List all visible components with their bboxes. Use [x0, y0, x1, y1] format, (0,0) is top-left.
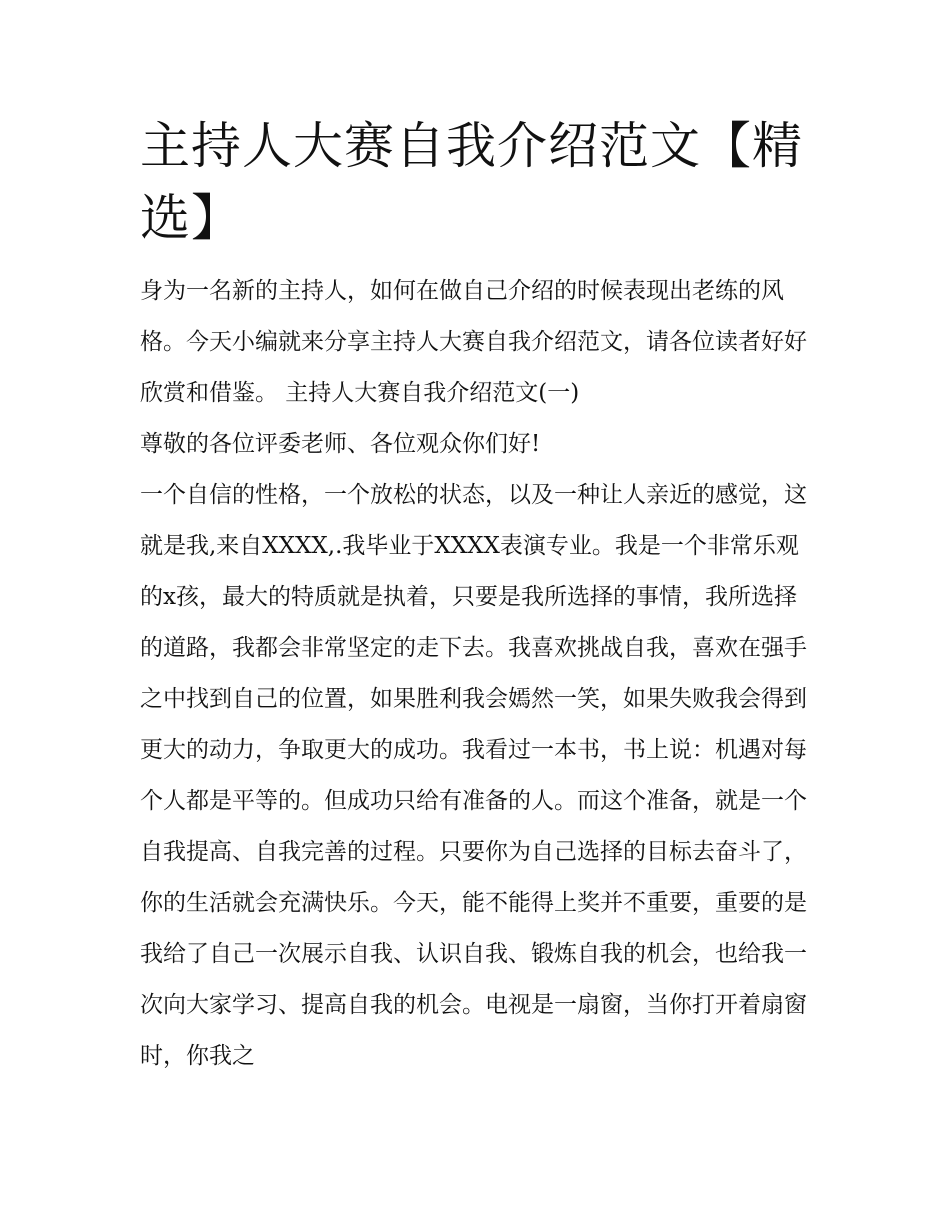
document-content [140, 110, 815, 1082]
paragraph-intro: 身为一名新的主持人，如何在做自己介绍的时候表现出老练的风格。今天小编就来分享主持人大赛自我介绍范文，请各位读者好好欣赏和借鉴。 主持人大赛自我介绍范文(一) [140, 278, 807, 406]
document-title: 主持人大赛自我介绍范文【精选】 [140, 117, 803, 247]
paragraph-greeting: 尊敬的各位评委老师、各位观众你们好! [140, 431, 541, 457]
paragraph-self-introduction: 一个自信的性格，一个放松的状态，以及一种让人亲近的感觉，这就是我,来自XXXX,.我毕业于XXXX表演专业。我是一个非常乐观的x孩，最大的特质就是执着，只要是我所选择的事情，我所选择的道路，我都会非常坚定的走下去。我喜欢挑战自我，喜欢在强手之中找到自己的位置，如果胜利我会嫣然一笑，如果失败我会得到更大的动力，争取更大的成功。我看过一本书，书上说：机遇对每个人都是平等的。但成功只给有准备的人。而这个准备，就是一个自我提高、自我完善的过程。只要你为自己选择的目标去奋斗了，你的生活就会充满快乐。今天，能不能得上奖并不重要，重要的是我给了自己一次展示自我、认识自我、锻炼自我的机会，也给我一次向大家学习、提高自我的机会。电视是一扇窗，当你打开着扇窗时，你我之 [140, 482, 807, 1069]
document-body [140, 266, 815, 1082]
